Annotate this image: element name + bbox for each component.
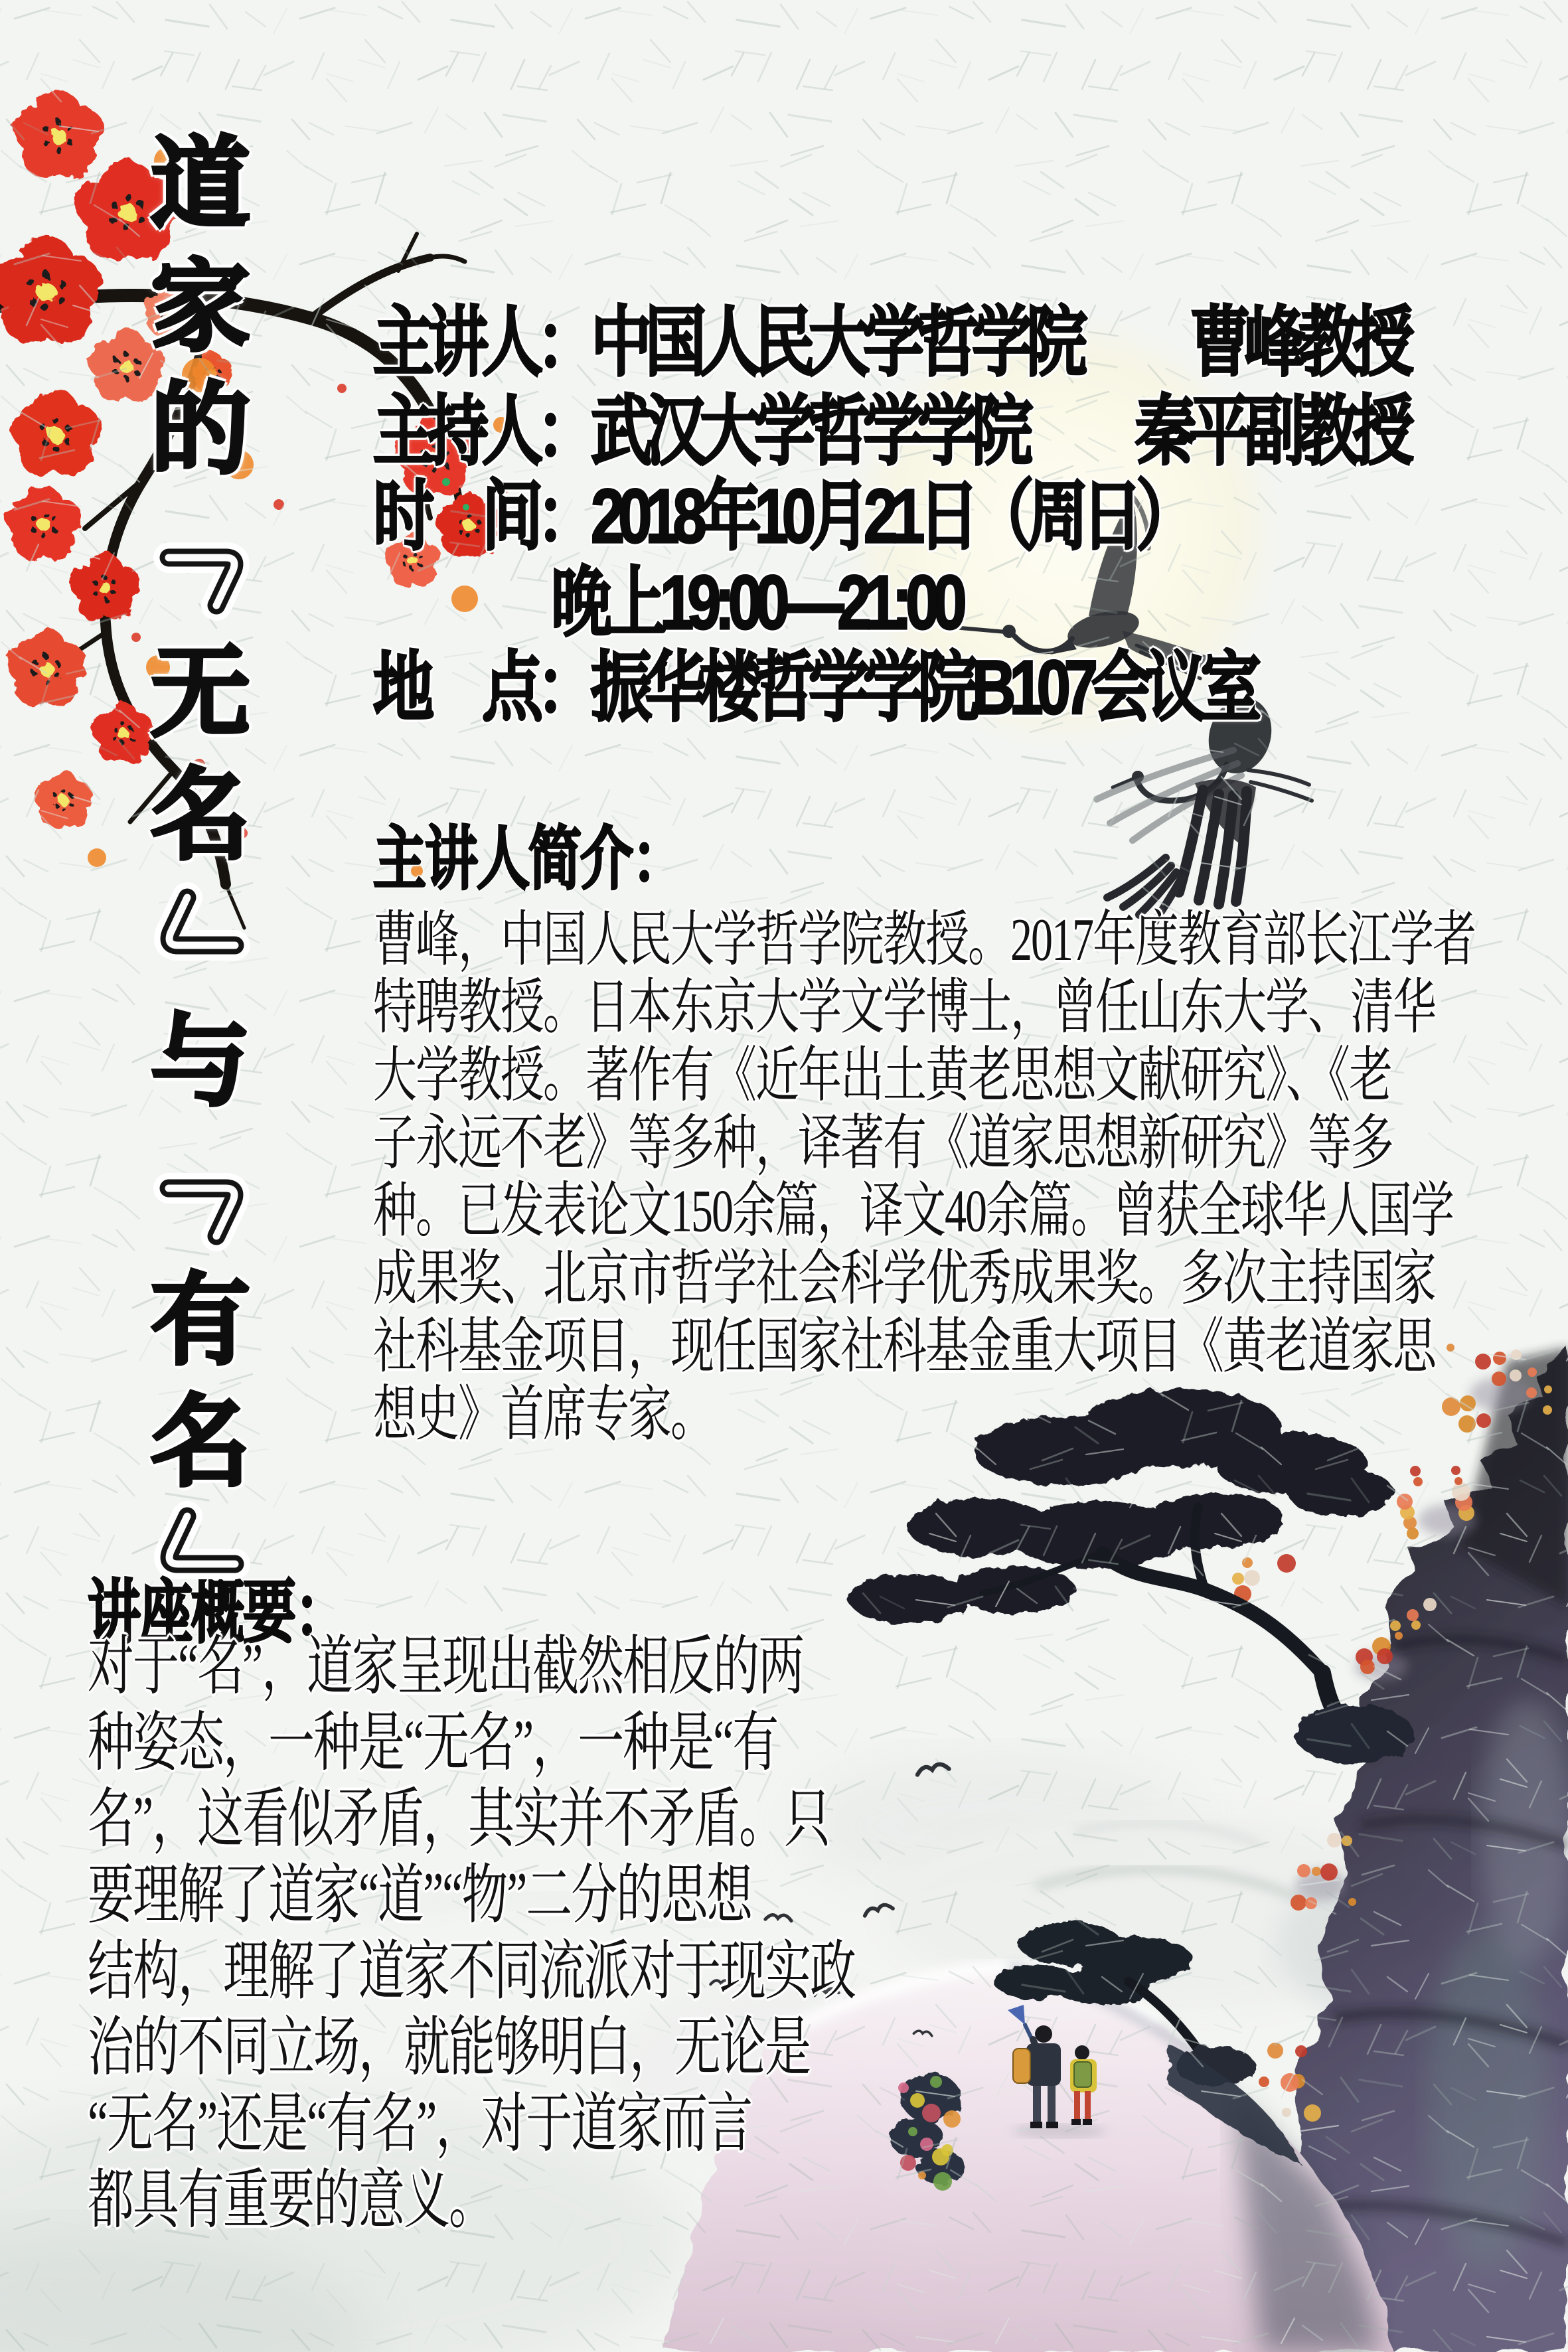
info-line: 时 间：2018年10月21日（周日）: [373, 474, 1191, 559]
title-close-quote-mark: [153, 1500, 251, 1599]
bio-text-line: 子永远不老》等多种，译著有《道家思想新研究》等多: [373, 1110, 1393, 1178]
summary-text-line: 都具有重要的意义。: [88, 2165, 494, 2237]
summary-text-line: 要理解了道家“道”“物”二分的思想: [88, 1860, 752, 1932]
title-char: 道: [150, 128, 250, 240]
title-char: 的: [150, 374, 250, 485]
vertical-title: [147, 0, 254, 1660]
info-line: 晚上19:00—21:00: [551, 560, 961, 645]
bio-text-line: 种。已发表论文150余篇，译文40余篇。曾获全球华人国学: [373, 1178, 1453, 1245]
info-line: 地 点：振华楼哲学学院B107会议室: [373, 645, 1255, 730]
info-line: 主讲人：中国人民大学哲学院 曹峰教授: [373, 300, 1408, 385]
info-line: 主持人：武汉大学哲学学院 秦平副教授: [373, 389, 1408, 474]
summary-text-line: 治的不同立场，就能够明白，无论是: [88, 2012, 810, 2084]
summary-text-line: “无名”还是“有名”，对于道家而言: [88, 2088, 752, 2161]
summary-text-line: 种姿态，一种是“无名”，一种是“有: [88, 1707, 778, 1780]
title-char: 名: [150, 1386, 250, 1498]
title-char: 无: [150, 637, 250, 748]
title-open-quote-mark: [153, 1154, 251, 1252]
bio-text-line: 曹峰，中国人民大学哲学院教授。2017年度教育部长江学者: [373, 907, 1475, 974]
title-open-quote-mark: [153, 523, 251, 621]
summary-text-line: 对于“名”，道家呈现出截然相反的两: [88, 1631, 804, 1703]
title-char: 有: [150, 1265, 250, 1376]
speaker-bio-heading: 主讲人简介：: [373, 820, 684, 898]
title-close-quote-mark: [153, 882, 251, 980]
bio-text-line: 成果奖、北京市哲学社会科学优秀成果奖。多次主持国家: [373, 1245, 1435, 1313]
speaker-bio-paragraph: [373, 907, 1475, 1449]
bio-text-line: 大学教授。著作有《近年出土黄老思想文献研究》、《老: [373, 1042, 1391, 1109]
lecture-summary-heading: 讲座概要：: [88, 1573, 347, 1651]
summary-text-line: 结构，理解了道家不同流派对于现实政: [88, 1936, 855, 2008]
summary-text-line: 名”，这看似矛盾，其实并不矛盾。只: [88, 1784, 830, 1856]
title-char: 家: [150, 251, 250, 362]
title-char: 名: [150, 759, 250, 871]
lecture-summary-paragraph: [88, 1630, 855, 2239]
bio-text-line: 特聘教授。日本东京大学文学博士，曾任山东大学、清华: [373, 975, 1435, 1042]
bio-text-line: 社科基金项目，现任国家社科基金重大项目《黄老道家思: [373, 1313, 1435, 1381]
bio-text-line: 想史》首席专家。: [373, 1381, 713, 1449]
title-char: 与: [150, 1006, 250, 1117]
